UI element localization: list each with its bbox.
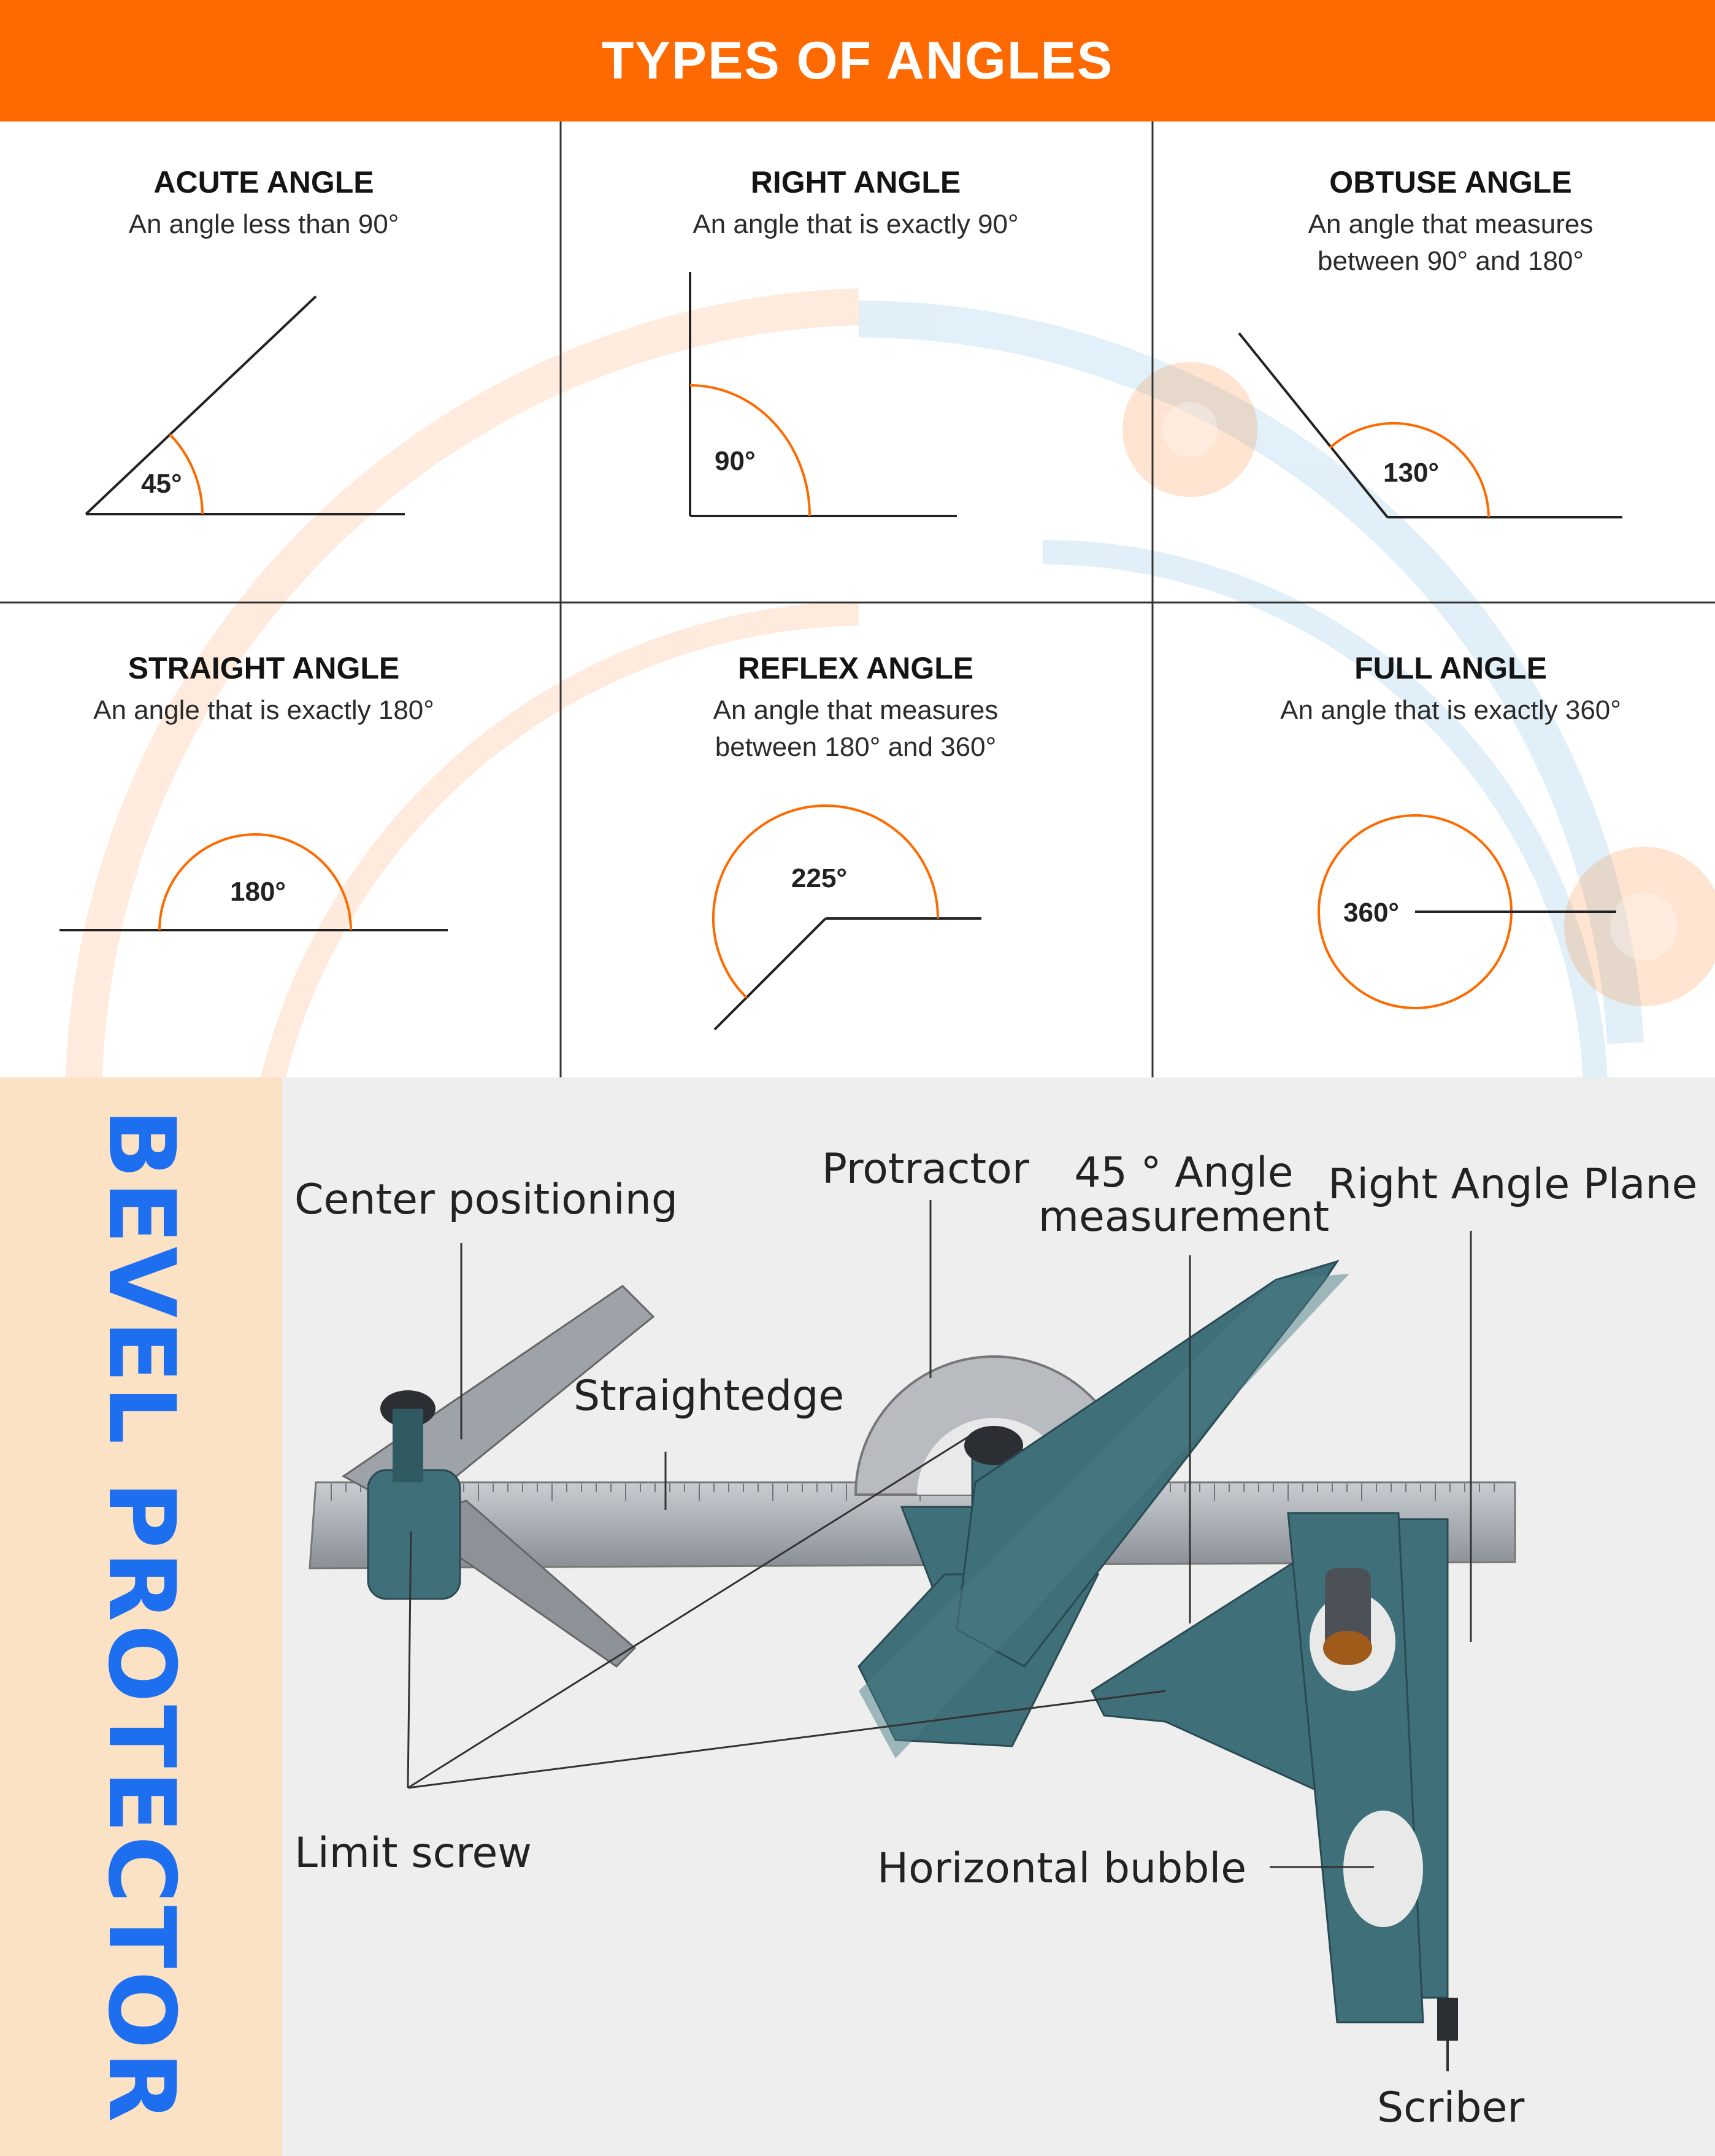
reflex-angle-label: 225° xyxy=(791,863,848,893)
acute-angle-label: 45° xyxy=(141,469,182,499)
square-head xyxy=(1092,1513,1458,2071)
straight-angle-card xyxy=(25,650,503,729)
full-angle-card xyxy=(1251,650,1650,729)
straight-angle-label: 180° xyxy=(230,877,286,907)
straight-angle-figure xyxy=(59,834,448,930)
label-45-angle-measurement: 45 ° Angle measurement xyxy=(1038,1149,1330,1241)
side-title: BEVEL PROTECTOR xyxy=(88,1108,194,2125)
straight-angle-title: STRAIGHT ANGLE xyxy=(128,651,400,685)
right-angle-figure xyxy=(690,272,957,516)
reflex-angle-figure xyxy=(713,806,981,1030)
center-head xyxy=(343,1286,653,1666)
label-protractor: Protractor xyxy=(822,1145,1029,1193)
full-angle-description: An angle that is exactly 360° xyxy=(1280,695,1621,725)
label-horizontal-bubble: Horizontal bubble xyxy=(877,1844,1247,1893)
straight-angle-description: An angle that is exactly 180° xyxy=(93,695,434,725)
side-panel xyxy=(0,1077,282,2156)
label-scriber: Scriber xyxy=(1377,2084,1525,2132)
right-angle-label: 90° xyxy=(715,446,756,476)
reflex-angle-title: REFLEX ANGLE xyxy=(737,651,974,685)
obtuse-angle-figure xyxy=(1239,333,1622,517)
page-title: TYPES OF ANGLES xyxy=(601,31,1114,90)
angle-types-grid xyxy=(0,121,1715,1077)
acute-angle-title: ACUTE ANGLE xyxy=(153,165,374,199)
obtuse-angle-title: OBTUSE ANGLE xyxy=(1329,165,1572,199)
right-angle-title: RIGHT ANGLE xyxy=(750,165,961,199)
acute-angle-card xyxy=(0,164,528,243)
reflex-angle-description: An angle that measures between 180° and 360° xyxy=(713,695,999,762)
page-header xyxy=(0,0,1715,121)
obtuse-angle-label: 130° xyxy=(1383,458,1440,488)
right-angle-card xyxy=(662,164,1049,243)
right-angle-description: An angle that is exactly 90° xyxy=(693,209,1019,239)
full-angle-label: 360° xyxy=(1343,898,1400,928)
label-limit-screw: Limit screw xyxy=(294,1829,532,1877)
label-center-positioning: Center positioning xyxy=(294,1176,678,1224)
acute-angle-figure xyxy=(86,296,405,514)
obtuse-angle-description: An angle that measures between 90° and 180° xyxy=(1308,209,1594,276)
label-straightedge: Straightedge xyxy=(574,1372,845,1420)
combination-square-illustration xyxy=(282,1077,1715,2156)
reflex-angle-card xyxy=(687,650,1024,766)
bevel-protector-diagram xyxy=(282,1077,1715,2156)
full-angle-title: FULL ANGLE xyxy=(1354,651,1547,685)
acute-angle-description: An angle less than 90° xyxy=(128,209,399,239)
obtuse-angle-card xyxy=(1276,164,1625,280)
label-right-angle-plane: Right Angle Plane xyxy=(1328,1160,1698,1209)
full-angle-figure xyxy=(1319,815,1616,1008)
